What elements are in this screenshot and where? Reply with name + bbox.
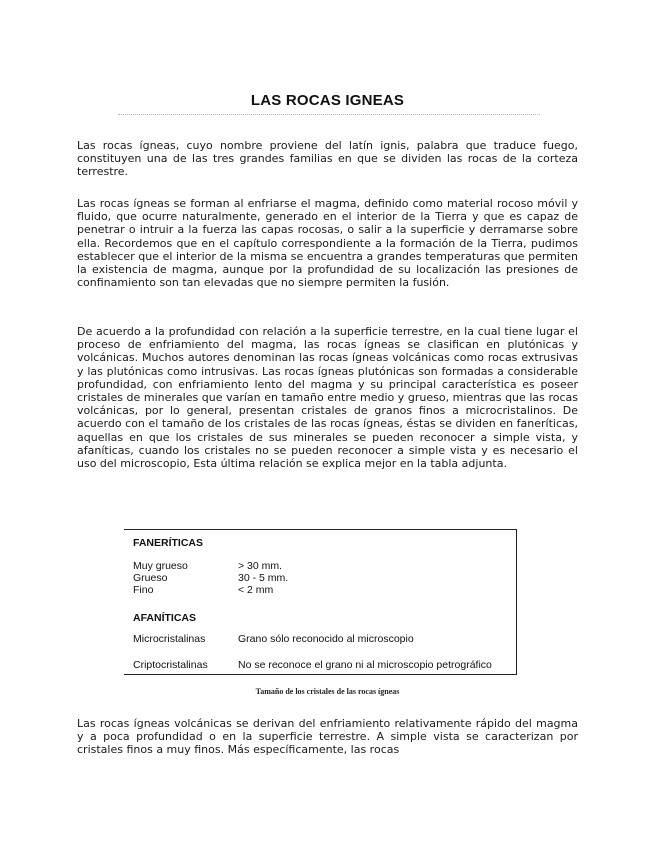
table-row-value: < 2 mm xyxy=(238,584,274,596)
table-row-value: > 30 mm. xyxy=(238,560,283,572)
table-row-value: 30 - 5 mm. xyxy=(238,572,289,584)
table-caption: Tamaño de los cristales de las rocas ígneas xyxy=(255,687,400,696)
table-row-label: Grueso xyxy=(133,572,168,584)
title-divider xyxy=(118,114,540,115)
paragraph-1: Las rocas ígneas, cuyo nombre proviene del latín ignis, palabra que traduce fuego, constituyen una de las tres grandes familias en que se dividen las rocas de la corteza terrestre. xyxy=(77,139,578,179)
afaniticas-heading: AFANÍTICAS xyxy=(133,612,196,624)
faneriticas-heading: FANERÍTICAS xyxy=(133,537,204,549)
table-row-value: No se reconoce el grano ni al microscopio petrográfico xyxy=(238,659,492,671)
table-row-label: Fino xyxy=(133,584,154,596)
table-row-label: Criptocristalinas xyxy=(133,659,208,671)
table-row-value: Grano sólo reconocido al microscopio xyxy=(238,633,414,645)
page-title: LAS ROCAS IGNEAS xyxy=(250,92,405,109)
paragraph-4: Las rocas ígneas volcánicas se derivan del enfriamiento relativamente rápido del magma y a poca profundidad o en la superficie terrestre. A simple vista se caracterizan por cristales finos a muy finos. Más específicamente, las rocas xyxy=(77,717,578,757)
crystal-size-table xyxy=(124,529,517,675)
paragraph-3: De acuerdo a la profundidad con relación a la superficie terrestre, en la cual tiene lugar el proceso de enfriamiento del magma, las rocas ígneas se clasifican en plutónicas y volcánicas. Muchos autores denominan las rocas ígneas volcánicas como rocas extrusivas y las plutónicas como intrusivas. Las rocas ígneas plutónicas son formadas a considerable profundidad, con enfriamiento lento del magma y su principal característica es poseer cristales de minerales que varían en tamaño entre medio y grueso, mientras que las rocas volcánicas, por lo general, presentan cristales de granos finos a microcristalinos. De acuerdo con el tamaño de los cristales de las rocas ígneas, éstas se dividen en faneríticas, aquellas en que los cristales de sus minerales se pueden reconocer a simple vista, y afaníticas, cuando los cristales no se pueden reconocer a simple vista y es necesario el uso del microscopio, Esta última relación se explica mejor en la tabla adjunta. xyxy=(77,325,578,471)
table-row-label: Microcristalinas xyxy=(133,633,206,645)
paragraph-2: Las rocas ígneas se forman al enfriarse el magma, definido como material rocoso móvil y fluido, que ocurre naturalmente, generado en el interior de la Tierra y que es capaz de penetrar o intruir a la fuerza las capas rocosas, o salir a la superficie y derramarse sobre ella. Recordemos que en el capítulo correspondiente a la formación de la Tierra, pudimos establecer que el interior de la misma se encuentra a grandes temperaturas que permiten la existencia de magma, aunque por la profundidad de su localización las presiones de confinamiento son tan elevadas que no siempre permiten la fusión. xyxy=(77,197,578,290)
table-row-label: Muy grueso xyxy=(133,560,188,572)
